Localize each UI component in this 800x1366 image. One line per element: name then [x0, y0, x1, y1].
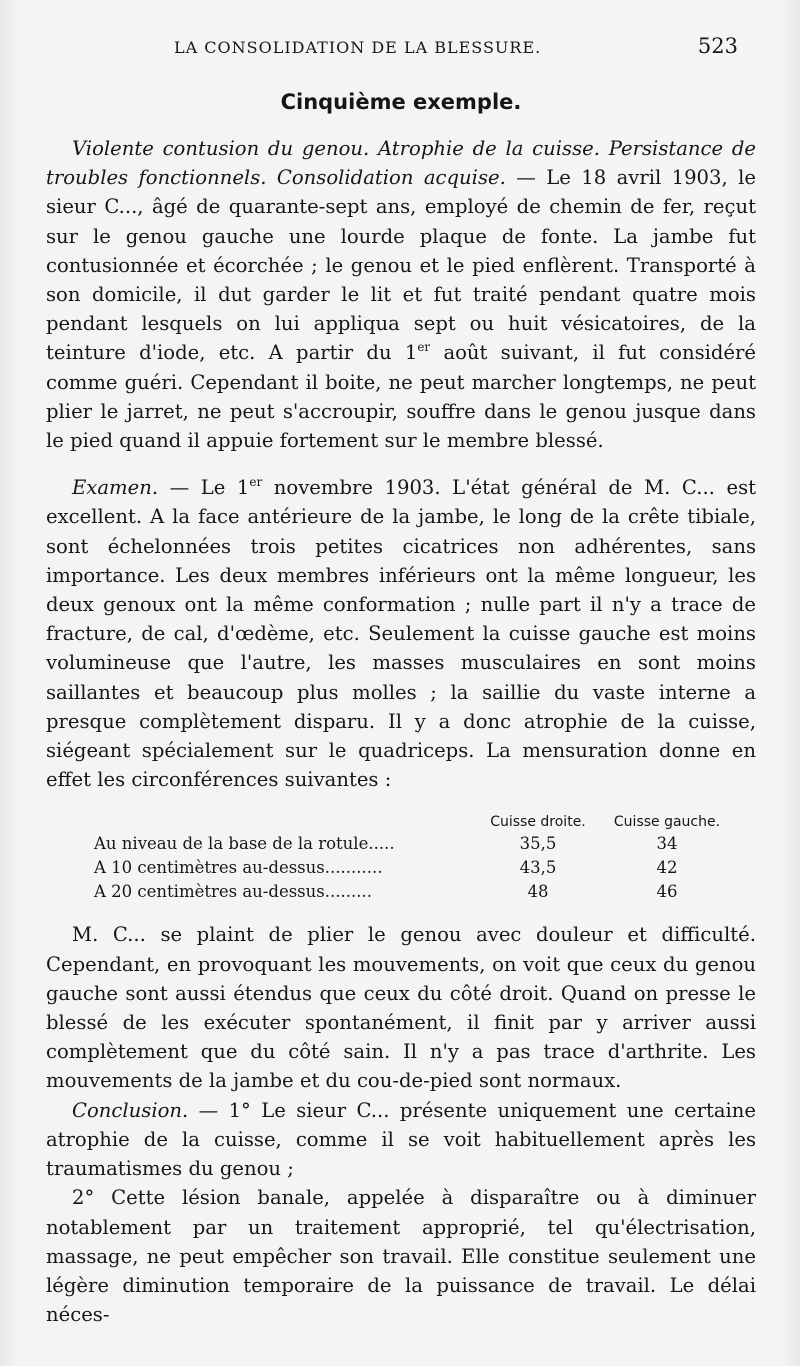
page-number: 523: [697, 34, 738, 58]
table-row: [94, 832, 732, 856]
complaint-paragraph: M. C... se plaint de plier le genou avec douleur et difficulté. Cependant, en provoquant les mouvements, on voit que ceux du genou gauche sont aussi étendus que ceux du côté droit. Quand on presse le blessé de les exécuter spontanément, il finit par y arriver aussi complètement que du côté sain. Il n'y a pas trace d'arthrite. Les mouvements de la jambe et du cou-de-pied sont normaux.: [46, 923, 756, 1093]
column-header-right-thigh: Cuisse droite.: [490, 814, 586, 831]
measurement-header-blank: [94, 814, 474, 832]
section-title: Cinquième exemple.: [280, 90, 522, 114]
column-header-left-thigh: Cuisse gauche.: [613, 814, 721, 831]
ordinal-suffix: er: [417, 340, 431, 355]
conclusion-text: — 1° Le sieur C... présente uniquement une certaine atrophie de la cuisse, comme il se voit habituellement après les traumatismes du genou ;: [46, 1098, 756, 1181]
case-summary-text-2: août suivant, il fut considéré comme guéri. Cependant il boite, ne peut marcher longtemps, ne peut plier le jarret, ne peut s'accroupir, souffre dans le genou jusque dans le pied quand il appuie fortement sur le membre blessé.: [46, 341, 756, 453]
running-title: LA CONSOLIDATION DE LA BLESSURE.: [174, 38, 542, 57]
row-label: A 10 centimètres au-dessus...........: [94, 858, 383, 878]
examen-lead: Examen.: [72, 476, 159, 500]
running-head: [46, 32, 756, 66]
left-thigh-value: 42: [656, 858, 678, 878]
row-label: Au niveau de la base de la rotule.....: [94, 834, 395, 854]
left-thigh-value: 46: [656, 882, 678, 902]
conclusion-lead: Conclusion.: [72, 1098, 189, 1122]
case-summary-paragraph: [46, 134, 756, 455]
examen-paragraph: [46, 473, 756, 794]
examen-text-1: — Le 1: [158, 476, 250, 500]
table-row: [94, 856, 732, 880]
measurement-header-row: [94, 814, 732, 832]
ordinal-suffix: er: [249, 475, 263, 490]
conclusion-paragraph: [46, 1096, 756, 1184]
conclusion-point-2-paragraph: 2° Cette lésion banale, appelée à disparaître ou à diminuer notablement par un traitement approprié, tel qu'électrisation, massage, ne peut empêcher son travail. Elle constitue seulement une légère diminution temporaire de la puissance de travail. Le délai néces-: [46, 1186, 756, 1327]
case-summary-text-1: — Le 18 avril 1903, le sieur C..., âgé de quarante-sept ans, employé de chemin de fer, reçut sur le genou gauche une lourde plaque de fonte. La jambe fut contusionnée et écorchée ; le genou et le pied enflèrent. Transporté à son domicile, il dut garder le lit et fut traité pendant quatre mois pendant lesquels on lui appliqua sept ou huit vésicatoires, de la teinture d'iode, etc. A partir du 1: [46, 166, 756, 365]
examen-text-2: novembre 1903. L'état général de M. C... est excellent. A la face antérieure de la jambe, le long de la crête tibiale, sont échelonnées trois petites cicatrices non adhérentes, sans importance. Les deux membres inférieurs ont la même longueur, les deux genoux ont la même conformation ; nulle part il n'y a trace de fracture, de cal, d'œdème, etc. Seulement la cuisse gauche est moins volumineuse que l'autre, les masses musculaires en sont moins saillantes et beaucoup plus molles ; la saillie du vaste interne a presque complètement disparu. Il y a donc atrophie de la cuisse, siégeant spécialement sur le quadriceps. La mensuration donne en effet les circonférences suivantes :: [46, 476, 756, 792]
left-thigh-value: 34: [656, 834, 678, 854]
row-label: A 20 centimètres au-dessus.........: [94, 882, 372, 902]
table-row: [94, 880, 732, 904]
measurement-table: [94, 814, 732, 904]
case-summary-lead: Violente contusion du genou. Atrophie de la cuisse. Persistance de troubles fonctionnels. Consolidation acquise.: [46, 137, 756, 190]
right-thigh-value: 43,5: [519, 858, 557, 878]
right-thigh-value: 35,5: [519, 834, 557, 854]
right-thigh-value: 48: [527, 882, 549, 902]
